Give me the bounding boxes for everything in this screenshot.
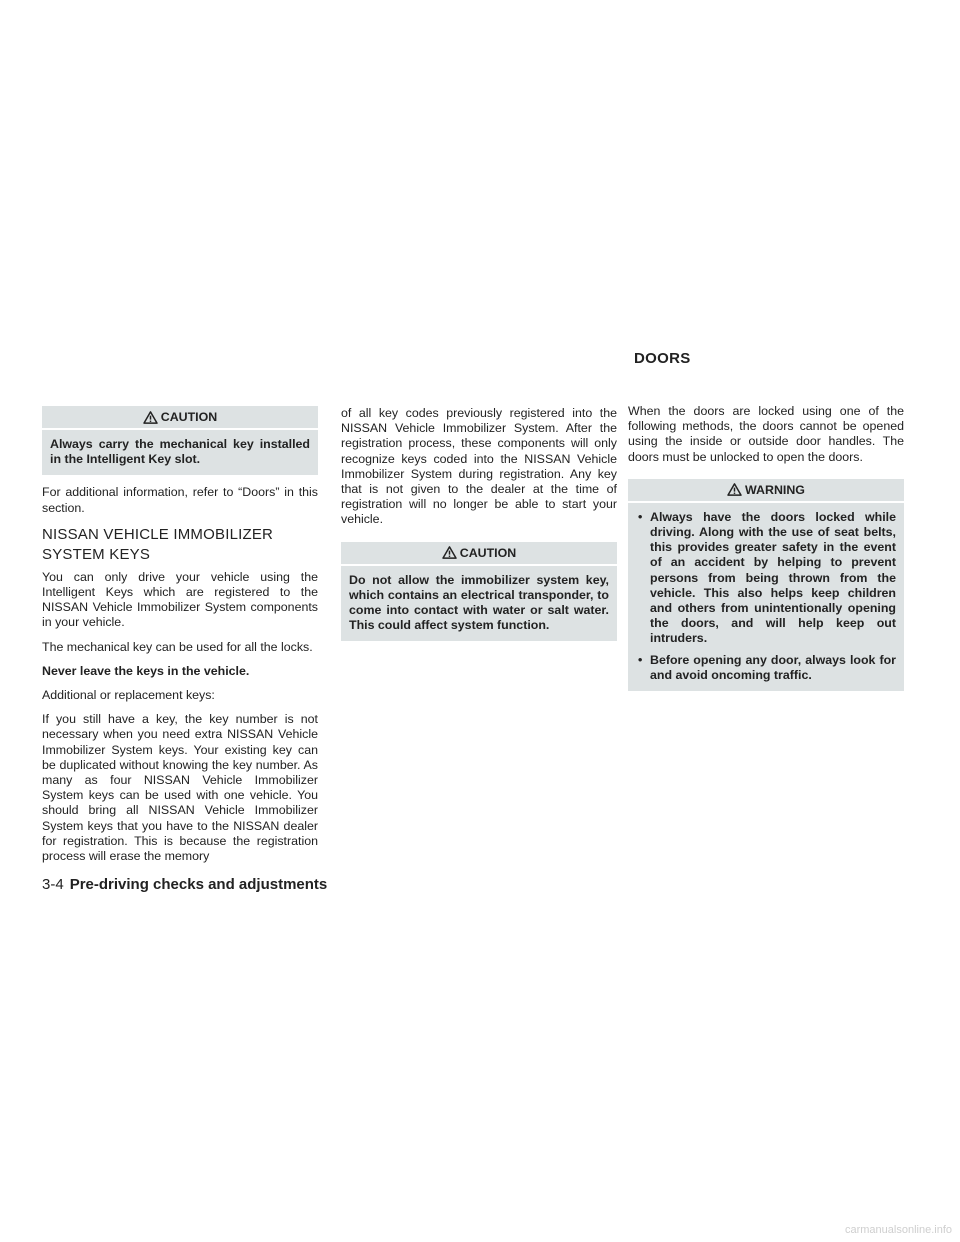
paragraph: of all key codes previously registered into the NISSAN Vehicle Immobilizer System. After the registration process, these components will only recognize keys coded into the NISSAN Vehicle Immobilizer System during registration. Any key that is not given to the dealer at the time of registration will no longer be able to start your vehicle. <box>341 406 617 527</box>
paragraph: For additional information, refer to “Doors” in this section. <box>42 485 318 515</box>
warning-heading: WARNING <box>745 482 805 497</box>
paragraph-bold: Never leave the keys in the vehicle. <box>42 663 250 678</box>
warning-list <box>636 510 896 683</box>
page-footer <box>42 876 327 893</box>
caution-box <box>341 542 617 642</box>
caution-text: Always carry the mechanical key installed in the Intelligent Key slot. <box>50 437 310 467</box>
warning-body <box>628 503 904 691</box>
caution-heading: CAUTION <box>459 545 517 560</box>
warning-triangle-icon <box>727 483 742 496</box>
caution-header <box>341 542 617 566</box>
list-item: • Always have the doors locked while driving. Along with the use of seat belts, this provides greater safety in the event of an accident by helping to prevent persons from being thrown from the vehicle. This also helps keep children and others from unintentionally opening the doors, and will help keep out intruders. <box>636 510 896 647</box>
list-item: • Before opening any door, always look for and avoid oncoming traffic. <box>636 653 896 683</box>
doors-section-title: DOORS <box>634 350 691 367</box>
column-right <box>628 404 904 701</box>
section-title-immobilizer: NISSAN VEHICLE IMMOBILIZER SYSTEM KEYS <box>42 525 274 563</box>
paragraph: You can only drive your vehicle using the Intelligent Keys which are registered to the NISSAN Vehicle Immobilizer System components in your vehicle. <box>42 569 318 630</box>
watermark: carmanualsonline.info <box>844 1224 952 1236</box>
caution-text: Do not allow the immobilizer system key, which contains an electrical transponder, to come into contact with water or salt water. This could affect system function. <box>349 572 609 633</box>
paragraph: The mechanical key can be used for all the locks. <box>42 639 313 654</box>
caution-box <box>42 406 318 475</box>
column-left <box>42 406 318 873</box>
warning-triangle-icon <box>442 546 457 559</box>
warning-triangle-icon <box>143 411 158 424</box>
caution-header <box>42 406 318 430</box>
warning-box <box>628 479 904 691</box>
caution-heading: CAUTION <box>160 410 218 424</box>
paragraph: When the doors are locked using one of the following methods, the doors cannot be opened using the inside or outside door handles. The doors must be unlocked to open the doors. <box>628 404 904 464</box>
paragraph: Additional or replacement keys: <box>42 688 215 703</box>
warning-header <box>628 479 904 503</box>
footer-section-title: Pre-driving checks and adjustments <box>69 876 328 893</box>
page-number: 3-4 <box>42 876 64 893</box>
column-middle <box>341 406 617 651</box>
paragraph: If you still have a key, the key number is not necessary when you need extra NISSAN Vehicle Immobilizer System keys. Your existing key can be duplicated without knowing the key number. As many as four NISSAN Vehicle Immobilizer System keys can be used with one vehicle. You should bring all NISSAN Vehicle Immobilizer System keys that you have to the NISSAN dealer for registration. This is because the registration process will erase the memory <box>42 712 318 864</box>
